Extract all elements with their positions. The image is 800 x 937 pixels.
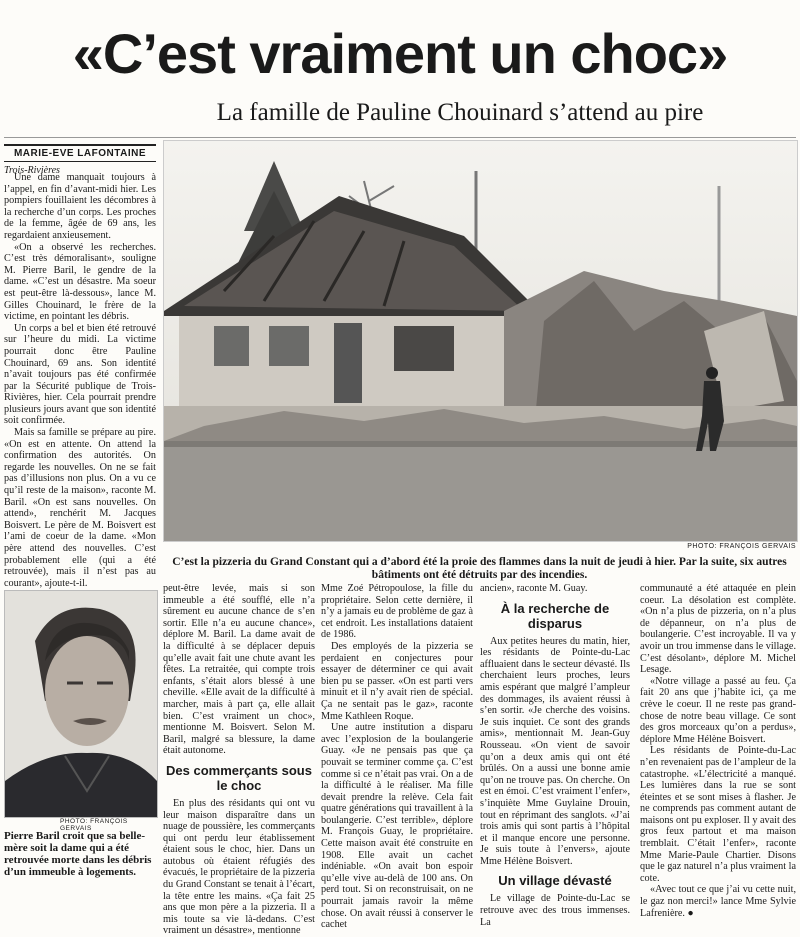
paragraph: Des employés de la pizzeria se perdaient en conjectures pour essayer de déterminer ce qui avait bien pu se passer. «On est parti vers minuit et il n’y avait rien de spécial. Ça ne sentait pas le gaz», raconte Mme Kathleen Roque. (321, 640, 473, 722)
heading-commercants: Des commerçants sous le choc (166, 762, 312, 793)
photo-credit: PHOTO: FRANÇOIS GERVAIS (687, 543, 796, 550)
byline-author: MARIE-EVE LAFONTAINE (4, 144, 156, 162)
portrait-credit: PHOTO: FRANÇOIS GERVAIS (60, 818, 128, 832)
paragraph: Une dame manquait toujours à l’appel, en fin d’avant-midi hier. Les pompiers fouillaient les décombres à la recherche d’un corps. Les proches de la femme, âgée de 69 ans, les regardaient anxieusement. (4, 172, 156, 241)
column-1 (4, 172, 156, 589)
paragraph: Un corps a bel et bien été retrouvé sur l’heure du midi. La victime pourrait donc être Pauline Chouinard, 69 ans. Son identité n’avait toujours pas été confirmée par la Sécurité publique de Trois-Rivières, hier. Cela pourrait prendre plusieurs jours avant que son identité soit confirmée. (4, 322, 156, 427)
headline: «C’est vraiment un choc» (72, 22, 728, 85)
header-rule (4, 137, 796, 138)
paragraph: «Avec tout ce que j’ai vu cette nuit, le gaz non merci!» lance Mme Sylvie Lafrenière. ● (640, 884, 796, 919)
paragraph: Aux petites heures du matin, hier, les résidants de Pointe-du-Lac affluaient dans le secteur dévasté. Ils cherchaient leurs proches, leurs amis espérant que malgré l’ampleur des dommages, ils avaient réussi à s’en sortir. «Je cherche des voisins. Je suis inquiet. Ce sont des grands amis», mentionnait M. Jean-Guy Rousseau. «On vient de savoir qu’on a deux amis qui ont été brûlés. On a aussi une bonne amie qu’on ne trouve pas. On cherche. On est en émoi. C’est vraiment l’enfer», s’inquiète Mme Guylaine Drouin, tout en réprimant des sanglots. «J’ai trois amis qui sont partis à l’hôpital et il manque encore une personne. Je suis toute à l’envers», ajoute Mme Hélène Boisvert. (480, 635, 630, 867)
paragraph: ancien», raconte M. Guay. (480, 583, 588, 594)
subheadline: La famille de Pauline Chouinard s’attend au pire (216, 99, 704, 126)
man-portrait (5, 591, 157, 817)
portrait-caption: Pierre Baril croit que sa belle-mère soit la dame qui a été retrouvée morte dans les débris d’un immeuble à logements. (4, 830, 152, 878)
paragraph: En plus des résidants qui ont vu leur maison disparaître dans un nuage de poussière, les commerçants qui ont perdu leur établissement étaient sous le choc, hier. Dans un autobus où étaient réfugiés des évacués, le propriétaire de la pizzeria du Grand Constant se tenait à l’écart, la tête entre les mains. «Ça fait 25 ans que mon père a la pizzeria. Il a mis toute sa vie là-dedans. C’est vraiment un désastre», mentionne (163, 797, 315, 937)
paragraph: peut-être levée, mais si son immeuble a été soufflé, elle n’a sûrement eu aucune chance de s’en sortir. Elle n’a eu aucune chance», déplore M. Baril. La dame avait de la difficulté à se déplacer depuis qu’elle avait fait une chute avant les fêtes. La retraitée, qui compte trois enfants, s’était alors blessé à une cheville. «Elle avait de la difficulté à marcher, mais à part ça, elle allait bien. C’est vraiment un choc», mentionne M. Boisvert. Selon M. Baril, malgré sa blessure, la dame était autonome. (163, 583, 315, 757)
paragraph: «Notre village a passé au feu. Ça fait 20 ans que j’habite ici, ça me crève le coeur. Il ne reste pas grand-chose de notre beau village. Ce sont des gros morceaux qu’on a perdus», déplore Mme Hélène Boisvert. (640, 675, 796, 745)
portrait-photo (4, 590, 158, 818)
paragraph: «On a observé les recherches. C’est très démoralisant», souligne M. Pierre Baril, le gendre de la dame. «C’est un désastre. Ma soeur est peut-être là-dessous», lance M. Gilles Chouinard, le frère de la victime, en pointant les débris. (4, 241, 156, 323)
column-5 (640, 583, 796, 919)
byline-place: Trois-Rivières (4, 165, 60, 176)
column-4 (480, 583, 630, 928)
photo-caption: C’est la pizzeria du Grand Constant qui a d’abord été la proie des flammes dans la nuit de jeudi à hier. Par la suite, six autres bâtiments ont été détruits par des incendies. (172, 556, 787, 581)
column-2 (163, 583, 315, 937)
heading-disparus: À la recherche de disparus (500, 600, 610, 631)
paragraph: communauté a été attaquée en plein coeur. La désolation est complète. «On n’a plus de pizzeria, on n’a plus de dépanneur, on n’a plus de boulangerie. C’est incroyable. Il va y avoir un trou immense dans le village. C’est désolant», déplore M. Michel Lesage. (640, 583, 796, 676)
column-3 (321, 583, 473, 931)
main-photo (163, 140, 798, 542)
paragraph: Les résidants de Pointe-du-Lac n’en revenaient pas de l’ampleur de la catastrophe. «L’électricité a manqué. Les lumières dans la rue se sont éteintes et se sont mises à flasher. Je ne comprends pas comment autant de maisons ont pu exploser. Il y avait des gros feux partout et ma maison tremblait. C’était l’enfer», raconte Mme Marie-Paule Chartier. Disons que le gaz naturel n’a plus vraiment la cote. (640, 745, 796, 884)
heading-village: Un village dévasté (498, 873, 612, 889)
paragraph: Mme Zoé Pétropoulose, la fille du propriétaire. Selon cette dernière, il n’y a jamais eu de problème de gaz à cet endroit. Les installations dataient de 1986. (321, 583, 473, 641)
paragraph: Le village de Pointe-du-Lac se retrouve avec des trous immenses. La (480, 893, 630, 928)
fire-ruins-photo (164, 141, 797, 541)
paragraph: Mais sa famille se prépare au pire. «On est en attente. On attend la confirmation des autorités. On regarde les nouvelles. On ne se fait pas d’illusions non plus. On a vu ce qu’il reste de la maison», raconte M. Baril. «On est sans nouvelles. On attend», renchérit M. Jacques Boisvert. Le père de M. Boisvert est l’ami de coeur de la dame. «Mon père attend des nouvelles. C’est probablement elle (qui a été retrouvée), mais il n’est pas au courant», ajoute-t-il. (4, 427, 156, 589)
paragraph: Une autre institution a disparu avec l’explosion de la boulangerie Guay. «Je ne pensais pas que ça pouvait se terminer comme ça. C’est comme si ce n’était pas vrai. On a de la difficulté à le réaliser. Ma fille devait prendre la relève. Cela fait quatre générations qui travaillent à la boulangerie. C’est terrible», déplore M. François Guay, le propriétaire. Cette maison avait été construite en 1908. Elle avait un cachet indéniable. «On avait bon espoir qu’elle vive au-delà de 100 ans. On perd tout. Si on reconstruisait, on ne pourrait jamais ravoir la même chose. On avait réussi à conserver le cachet (321, 722, 473, 931)
